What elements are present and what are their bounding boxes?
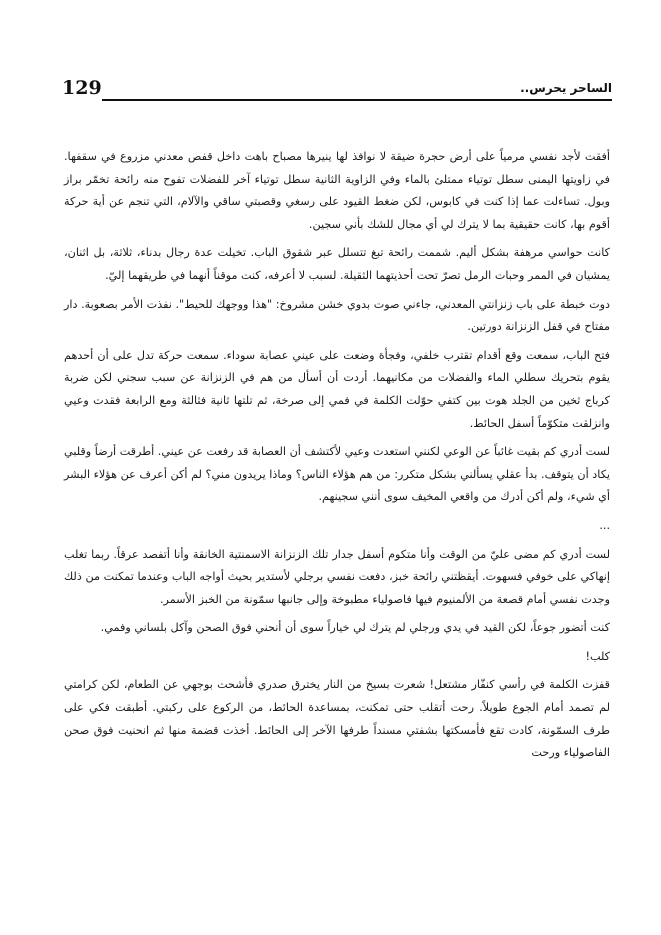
page-number: 129 (62, 77, 102, 99)
running-title: الساحر يحرس.. (520, 81, 612, 95)
paragraph: فتح الباب، سمعت وقع أقدام تقترب خلفي، وفجأة وضعت على عيني عصابة سوداء. سمعت حركة تدل على أن أحدهم يقوم بتحريك سطلي الماء والفضلات من مكانيهما. أردت أن أسأل من هم في الزنزانة عن سبب سجني لكن ضربة كرباج ثخين من الجلد هوت بين كتفي حوّلت الكلمة في فمي إلى صرخة، ثم تلتها ثانية فثالثة ومع الرابعة فقدت وعيي وانزلقت متكوّماً أسفل الحائط. (64, 348, 610, 430)
header-rule (102, 99, 612, 101)
paragraph: دوت خبطة على باب زنزانتي المعدني، جاءني صوت بدوي خشن مشروخ: "هذا ووجهك للحيط". نفذت الأمر بصعوبة. دار مفتاح في قفل الزنزانة دورتين. (64, 297, 610, 334)
paragraph: كنت أتضور جوعاً، لكن القيد في يدي ورجلي لم يترك لي خياراً سوى أن أنحني فوق الصحن وآكل بلساني وفمي. (100, 621, 610, 635)
paragraph: لست أدري كم بقيت غائباً عن الوعي لكنني استعدت وعيي لأكتشف أن العصابة قد رفعت عن عيني. أطرقت أرضاً وقلبي يكاد أن يتوقف. بدأ عقلي يسألني بشكل متكرر: من هم هؤلاء الناس؟ وماذا يريدون مني؟ لم أكن أعرف عن هؤلاء البشر أي شيء، ولم أكن أدرك من واقعي المخيف سوى أنني سجينهم. (64, 445, 610, 504)
paragraph: كانت حواسي مرهفة بشكل أليم. شممت رائحة تبغ تتسلل عبر شقوق الباب. تخيلت عدة رجال بدناء، ثلاثة، بل اثنان، يمشيان في الممر وحبات الرمل تصرّ تحت أحذيتهما الثقيلة. لسبب لا أعرفه، كنت موقناً أنهما في طريقهما إليّ. (64, 246, 610, 282)
page-header (62, 76, 612, 102)
paragraph: كلب! (585, 649, 610, 663)
section-break: ... (599, 518, 610, 532)
paragraph: أفقت لأجد نفسي مرمياً على أرض حجرة ضيقة لا نوافذ لها ينيرها مصباح باهت داخل قفص معدني مزروع في سقفها. في زاويتها اليمنى سطل توتياء ممتلئ بالماء وفي الزاوية الثانية سطل توتياء آخر للفضلات تفوح منه رائحة تخمّر براز وبول. تساءلت عما إذا كنت في كابوس، لكن ضغط القيود على رسغي وقصبتي ساقي والآلام، التي تنجم عن أية حركة أقوم بها، كانت حقيقية بما لا يترك لي أي مجال للشك بأني سجين. (64, 150, 610, 231)
body-text (64, 146, 610, 771)
paragraph: لست أدري كم مضى عليّ من الوقت وأنا متكوم أسفل جدار تلك الزنزانة الاسمنتية الخانقة وأنا أتفصد عرقاً. ربما تغلب إنهاكي على خوفي فسهوت. أيقظتني رائحة خبز، دفعت نفسي برجلي لأستدير بحيث أواجه الباب وعندما تمكنت من ذلك وجدت نفسي أمام قصعة من الألمنيوم فيها فاصولياء مطبوخة وإلى جانبها سمّونة من الخبز الأسمر. (64, 547, 610, 606)
paragraph: قفزت الكلمة في رأسي كنفّار مشتعل! شعرت بسيخ من النار يخترق صدري فأشحت بوجهي عن الطعام، لكن كرامتي لم تصمد أمام الجوع طويلاً. رحت أتقلب حتى تمكنت، بمساعدة الحائط، من الركوع على ركبتي. أطبقت فكي على طرف السمّونة، كادت تقع فأمسكتها بشفتي مسنداً طرفها الآخر إلى الحائط. أخذت قضمة منها ثم انحنيت فوق صحن الفاصولياء ورحت (64, 678, 610, 760)
